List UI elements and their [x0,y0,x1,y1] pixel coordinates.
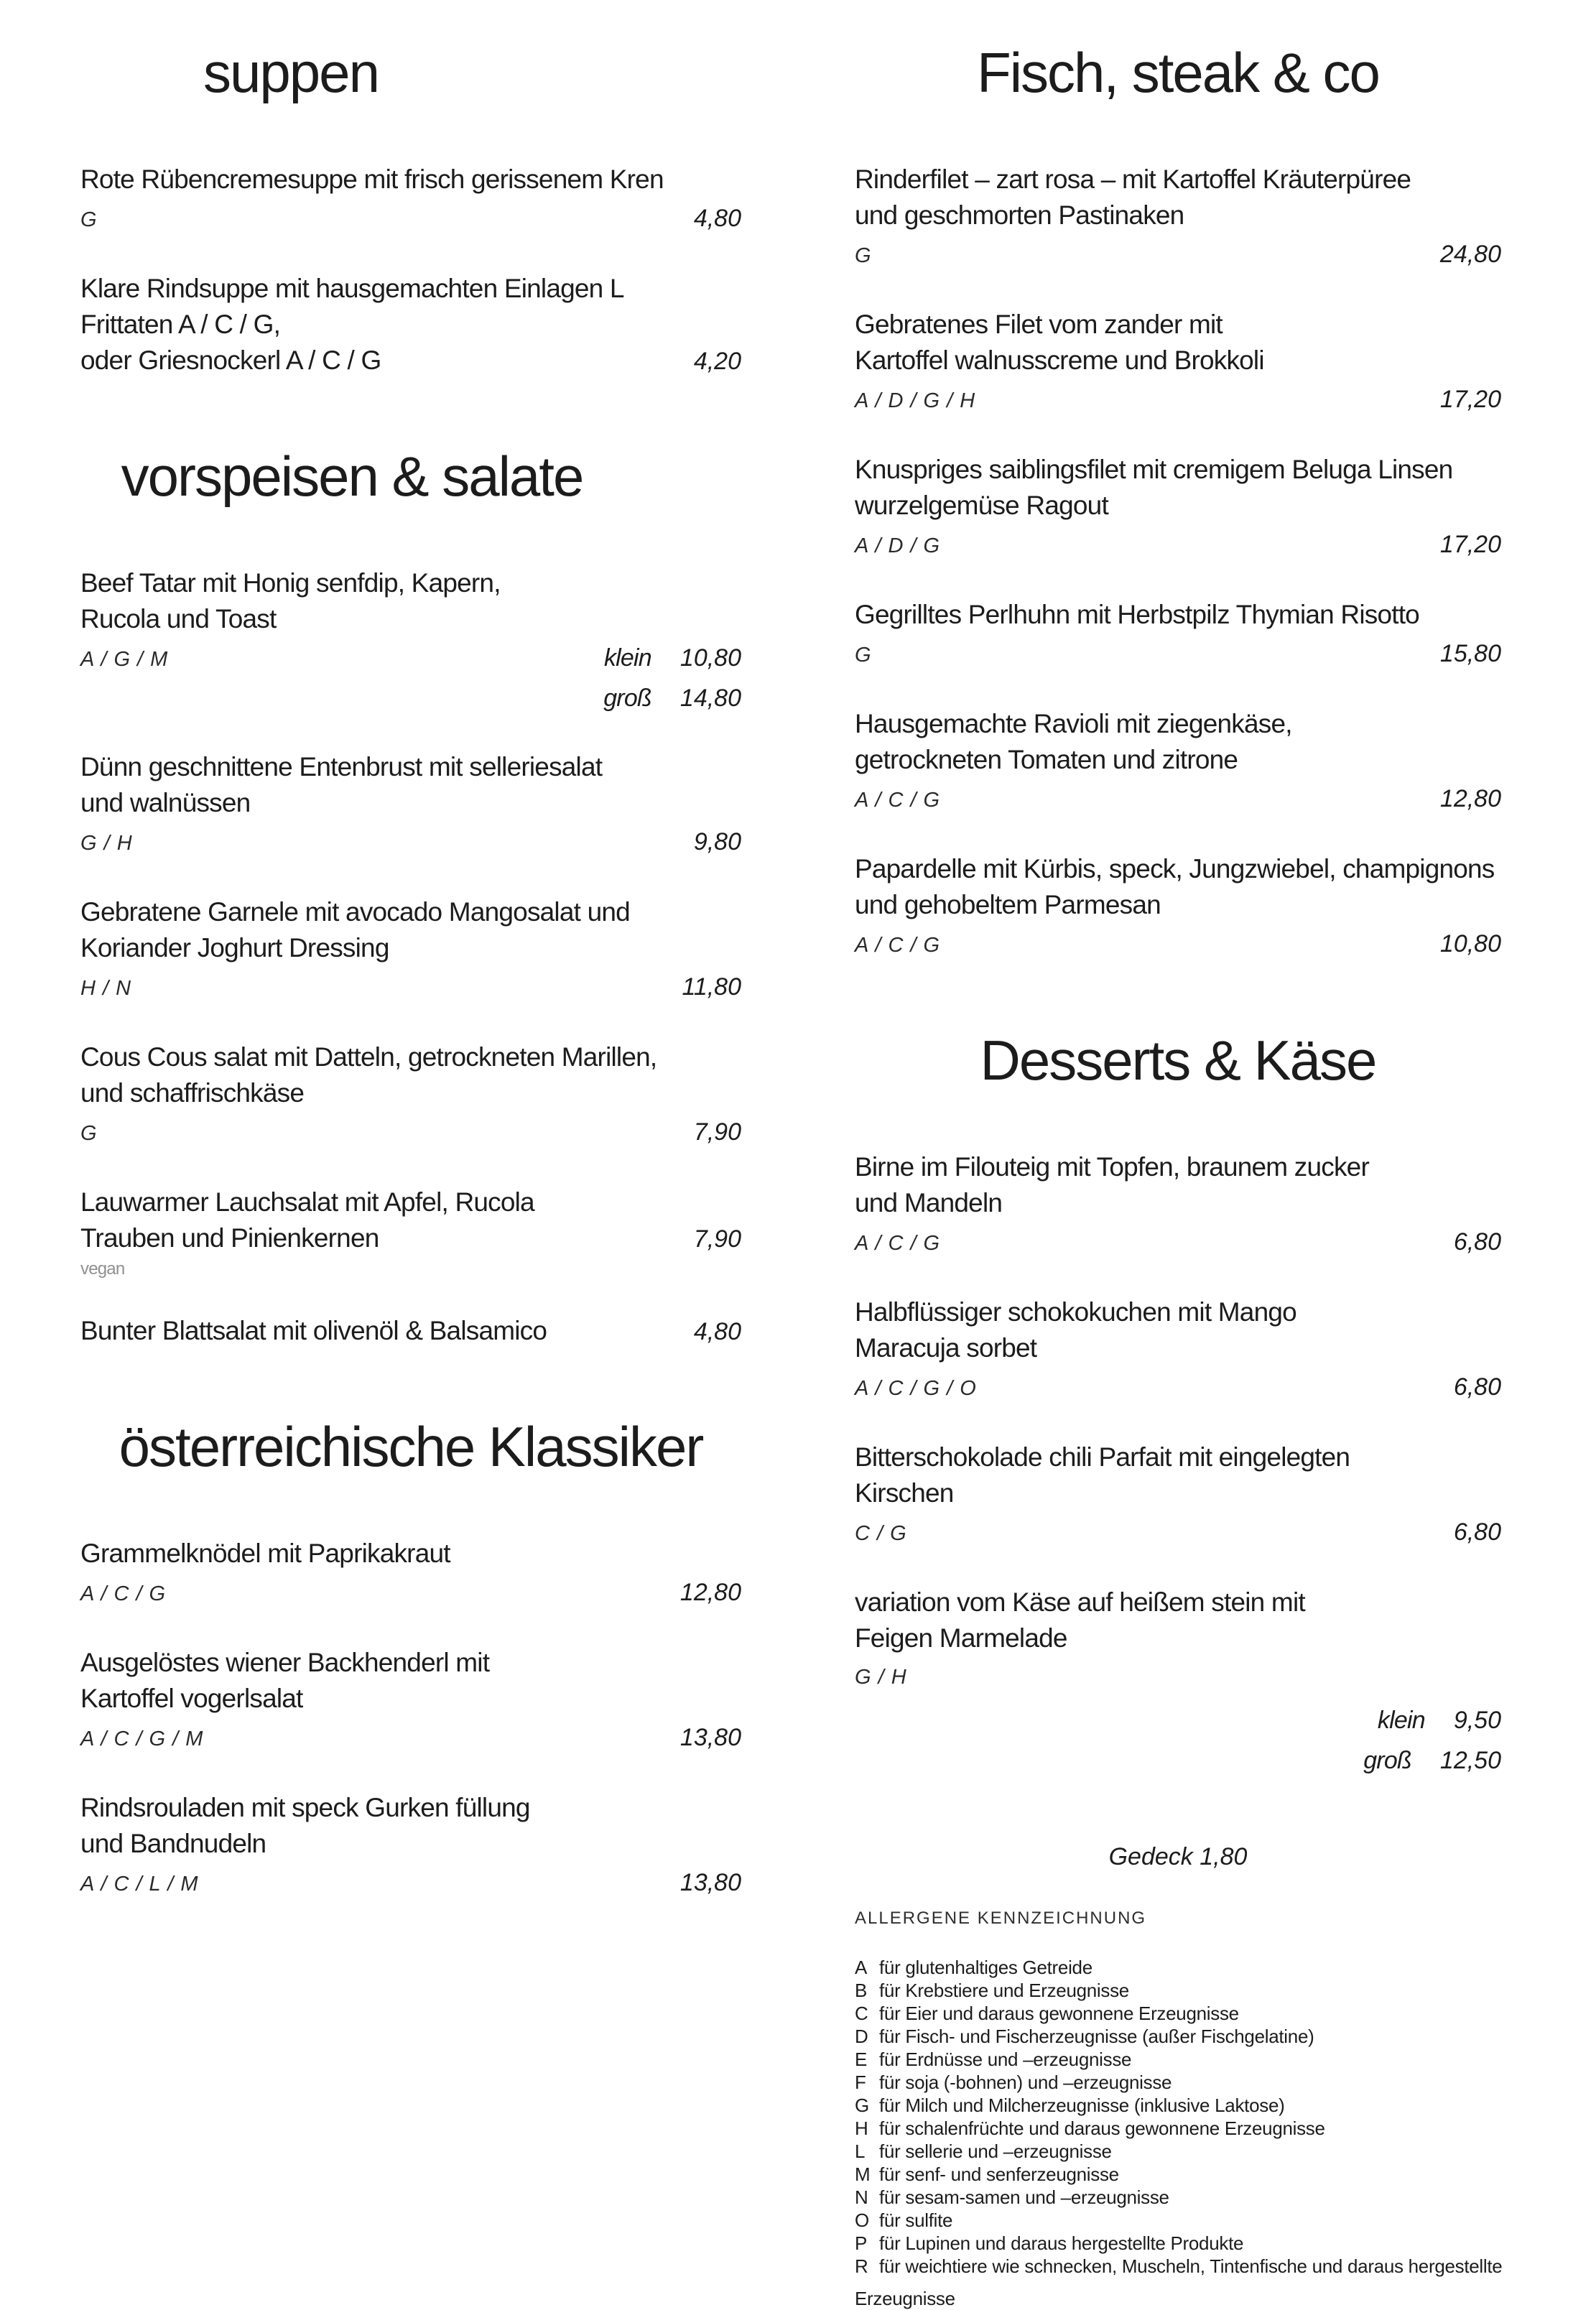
item-line-text: Rote Rübencremesuppe mit frisch gerissenem Kren [80,164,664,194]
item-footer [855,381,1501,419]
menu-item [80,1184,741,1280]
menu-section [80,1414,741,1902]
item-allergen-codes: G [80,1122,98,1145]
item-allergen-codes: A / C / G [855,789,941,812]
item-price: 4,80 [693,205,741,232]
allergen-text: für Erdnüsse und –erzeugnisse [879,2049,1132,2070]
item-price: 9,80 [693,828,741,855]
item-footer [855,926,1501,963]
item-line-text: und schaffrischkäse [80,1078,305,1108]
item-line-text: Feigen Marmelade [855,1623,1067,1653]
menu-item [80,271,741,379]
item-price: 12,50 [1439,1747,1501,1774]
item-line [855,1585,1501,1620]
item-line [855,1149,1501,1185]
allergen-line [855,2255,1501,2278]
item-footer [855,1369,1501,1406]
price-row [603,680,741,716]
allergen-code: F [855,2072,866,2093]
menu-column-right [855,0,1501,2310]
allergen-line [855,2232,1501,2255]
item-line-text: Halbflüssiger schokokuchen mit Mango [855,1297,1296,1327]
allergen-code: C [855,2003,868,2024]
allergen-code: E [855,2049,868,2070]
item-footer [80,1114,741,1151]
item-line [855,742,1501,778]
item-note: vegan [80,1259,125,1279]
price-row [1378,1702,1501,1738]
item-allergen-codes: A / G / M [80,648,169,671]
item-line-text: variation vom Käse auf heißem stein mit [855,1587,1305,1617]
allergen-line [855,2140,1501,2163]
item-line-text: Bitterschokolade chili Parfait mit eingelegten [855,1442,1350,1472]
allergen-line [855,2117,1501,2140]
allergen-text: für soja (-bohnen) und –erzeugnisse [879,2072,1172,2093]
item-line-text: und geschmorten Pastinaken [855,200,1184,230]
item-line [80,1039,741,1075]
allergen-legend [855,1908,1501,2310]
item-price: 6,80 [1453,1373,1501,1401]
item-footer [855,236,1501,274]
size-label: klein [603,644,651,672]
item-line [80,162,741,198]
menu-item [855,1149,1501,1261]
menu-item [855,1294,1501,1406]
price-rows [855,1702,1501,1778]
item-line-text: Rucola und Toast [80,604,277,634]
item-footer [855,1514,1501,1551]
item-footer [80,640,741,716]
allergen-line [855,1956,1501,1979]
menu-section [80,444,741,1350]
item-line [80,1681,741,1717]
item-line [80,1645,741,1681]
item-line-text: Knuspriges saiblingsfilet mit cremigem Beluga Linsen [855,455,1453,484]
item-line [855,1620,1501,1656]
item-line-text: Cous Cous salat mit Datteln, getrockneten Marillen, [80,1042,657,1072]
item-line-text: Dünn geschnittene Entenbrust mit selleriesalat [80,752,603,781]
item-line [855,706,1501,742]
item-price: 7,90 [693,1118,741,1146]
allergen-text: für weichtiere wie schnecken, Muscheln, Tintenfische und daraus hergestellte [879,2255,1503,2277]
menu-item [855,1585,1501,1778]
item-line-text: Rindsrouladen mit speck Gurken füllung [80,1793,530,1822]
menu-sections-right [855,40,1501,1778]
item-allergen-codes: H / N [80,977,132,1000]
allergen-line [855,1979,1501,2002]
item-line [855,343,1501,379]
allergen-text: für sulfite [879,2209,953,2231]
item-price: 4,20 [693,348,741,375]
item-footer [80,1574,741,1612]
allergen-text: für senf- und senferzeugnisse [879,2163,1119,2185]
item-line [80,271,741,307]
menu-item [80,1645,741,1757]
item-line-text: Kartoffel walnusscreme und Brokkoli [855,345,1264,375]
size-label: groß [1363,1747,1411,1774]
item-footer [855,781,1501,818]
allergen-code: N [855,2186,868,2208]
menu-item [80,565,741,716]
item-line-text: getrockneten Tomaten und zitrone [855,745,1238,774]
item-line [80,749,741,785]
item-line [80,343,741,379]
item-line-text: oder Griesnockerl A / C / G [80,345,381,375]
item-line [855,488,1501,524]
menu-item [855,1439,1501,1551]
item-line-text: Frittaten A / C / G, [80,310,281,339]
item-line-text: Ausgelöstes wiener Backhenderl mit [80,1648,490,1677]
item-price: 13,80 [679,1869,741,1896]
item-price: 6,80 [1453,1518,1501,1546]
item-footer [855,1659,1501,1695]
item-line-text: Kirschen [855,1478,954,1508]
item-line [80,1184,741,1220]
item-line [855,851,1501,887]
menu-section [80,40,741,379]
item-price: 9,50 [1453,1707,1501,1734]
menu-item [80,162,741,238]
allergen-line [855,2094,1501,2117]
item-allergen-codes: A / D / G / H [855,389,976,412]
item-line-text: und walnüssen [80,788,251,817]
section-heading: österreichische Klassiker [119,1415,703,1478]
item-allergen-codes: G / H [855,1666,907,1689]
allergen-text: für schalenfrüchte und daraus gewonnene Erzeugnisse [879,2118,1325,2139]
item-price: 12,80 [1439,785,1501,812]
item-allergen-codes: G / H [80,832,133,855]
menu-item [855,706,1501,818]
section-heading: vorspeisen & salate [121,445,583,508]
allergen-line [855,2002,1501,2025]
item-allergen-codes: A / C / L / M [80,1873,199,1896]
allergen-text: für Krebstiere und Erzeugnisse [879,1980,1129,2001]
allergen-legend-tail: Erzeugnisse [855,2288,955,2309]
item-price: 10,80 [679,644,741,672]
item-line [855,162,1501,198]
allergen-text: für sellerie und –erzeugnisse [879,2140,1112,2162]
allergen-code: G [855,2095,869,2116]
item-line [80,307,741,343]
item-line [80,1075,741,1111]
item-price: 17,20 [1439,531,1501,558]
allergen-list [855,1956,1501,2278]
allergen-text: für Fisch- und Fischerzeugnisse (außer Fischgelatine) [879,2026,1314,2047]
item-line-text: Maracuja sorbet [855,1333,1037,1363]
item-price: 11,80 [682,973,741,1001]
item-price: 24,80 [1439,241,1501,268]
allergen-line [855,2186,1501,2209]
item-footer [855,636,1501,673]
allergen-code: H [855,2118,868,2139]
item-line [855,1185,1501,1221]
item-line-text: Grammelknödel mit Paprikakraut [80,1539,450,1568]
item-line-text: Rinderfilet – zart rosa – mit Kartoffel Kräuterpüree [855,164,1411,194]
allergen-text: für Eier und daraus gewonnene Erzeugnisse [879,2003,1239,2024]
allergen-code: P [855,2232,868,2254]
menu-item [80,1536,741,1612]
menu-item [855,597,1501,673]
item-line [855,198,1501,233]
item-line-text: Trauben und Pinienkernen [80,1223,379,1253]
item-footer [80,824,741,861]
allergen-code: D [855,2026,868,2047]
item-line-text: Hausgemachte Ravioli mit ziegenkäse, [855,709,1292,738]
item-line [80,930,741,966]
allergen-code: O [855,2209,869,2231]
allergen-legend-title: ALLERGENE KENNZEICHNUNG [855,1908,1147,1928]
item-footer [855,1224,1501,1261]
item-footer [80,200,741,238]
price-rows [603,640,741,716]
item-line-text: Gebratene Garnele mit avocado Mangosalat und [80,897,630,927]
item-line-text: Klare Rindsuppe mit hausgemachten Einlagen L [80,274,624,303]
section-heading: suppen [203,41,379,104]
item-line-text: Gegrilltes Perlhuhn mit Herbstpilz Thymian Risotto [855,600,1419,629]
item-line [80,1826,741,1862]
item-line [855,1475,1501,1511]
item-line [80,601,741,637]
item-footer [80,1720,741,1757]
menu-section [855,1028,1501,1778]
item-line-text: wurzelgemüse Ragout [855,491,1108,520]
item-line [855,452,1501,488]
allergen-code: R [855,2255,868,2277]
allergen-line [855,2209,1501,2232]
item-line [80,1790,741,1826]
menu-column-left [80,0,741,1967]
item-allergen-codes: G [855,244,872,267]
allergen-text: für Milch und Milcherzeugnisse (inklusive Laktose) [879,2095,1285,2116]
size-label: groß [603,685,651,712]
allergen-text: für Lupinen und daraus hergestellte Produkte [879,2232,1244,2254]
item-price: 4,80 [693,1318,741,1345]
price-row [604,640,741,676]
item-line [80,1536,741,1572]
item-price: 15,80 [1439,640,1501,667]
item-line [80,1313,741,1350]
item-allergen-codes: A / C / G [855,934,941,957]
item-price: 14,80 [679,685,741,712]
allergen-line [855,2071,1501,2094]
item-line-text: und Bandnudeln [80,1829,266,1858]
item-price: 17,20 [1439,386,1501,413]
item-line [855,1294,1501,1330]
menu-item [80,1790,741,1902]
size-label: klein [1377,1707,1425,1734]
item-allergen-codes: A / C / G [80,1582,167,1605]
item-line [855,887,1501,923]
allergen-line [855,2025,1501,2048]
item-line-text: Kartoffel vogerlsalat [80,1684,303,1713]
allergen-code: A [855,1957,868,1978]
item-line [80,785,741,821]
item-price: 10,80 [1439,930,1501,957]
item-line-text: Birne im Filouteig mit Topfen, braunem zucker [855,1152,1369,1182]
item-footer [80,969,741,1006]
menu-item [80,1313,741,1350]
gedeck-line: Gedeck 1,80 [1108,1843,1248,1870]
item-line [855,1439,1501,1475]
section-heading: Fisch, steak & co [977,41,1379,104]
item-allergen-codes: A / C / G [855,1232,941,1255]
item-line [80,894,741,930]
item-price: 13,80 [679,1724,741,1751]
price-row [1363,1743,1501,1778]
item-line-text: Beef Tatar mit Honig senfdip, Kapern, [80,568,501,598]
menu-item [80,1039,741,1151]
item-allergen-codes: A / D / G [855,534,941,557]
item-price: 7,90 [693,1225,741,1253]
item-line-text: Lauwarmer Lauchsalat mit Apfel, Rucola [80,1187,534,1217]
allergen-text: für sesam-samen und –erzeugnisse [879,2186,1169,2208]
menu-section [855,40,1501,963]
item-line-text: Papardelle mit Kürbis, speck, Jungzwiebel, champignons [855,854,1495,883]
item-price: 12,80 [679,1579,741,1606]
menu-item [855,162,1501,274]
menu-item [80,749,741,861]
item-footer [855,527,1501,564]
allergen-line [855,2163,1501,2186]
menu-item [855,307,1501,419]
item-line-text: und Mandeln [855,1188,1003,1217]
item-line-text: und gehobeltem Parmesan [855,890,1161,919]
allergen-text: für glutenhaltiges Getreide [879,1957,1092,1978]
item-line-text: Koriander Joghurt Dressing [80,933,389,962]
item-allergen-codes: G [855,644,872,667]
item-line-text: Gebratenes Filet vom zander mit [855,310,1222,339]
item-line [855,597,1501,633]
item-line [855,307,1501,343]
item-price: 6,80 [1453,1228,1501,1256]
menu-item [855,851,1501,963]
item-footer [80,1865,741,1902]
allergen-line [855,2048,1501,2071]
item-line [855,1330,1501,1366]
item-line-text: Bunter Blattsalat mit olivenöl & Balsamico [80,1316,547,1345]
item-line [80,565,741,601]
menu-sections-left [80,40,741,1902]
item-allergen-codes: A / C / G / M [80,1727,204,1750]
item-allergen-codes: A / C / G / O [855,1377,977,1400]
allergen-code: M [855,2163,871,2185]
section-heading: Desserts & Käse [980,1029,1376,1092]
menu-item [855,452,1501,564]
allergen-code: B [855,1980,868,2001]
item-allergen-codes: C / G [855,1522,907,1545]
allergen-code: L [855,2140,866,2162]
menu-item [80,894,741,1006]
item-line [80,1220,741,1257]
item-allergen-codes: G [80,208,98,231]
